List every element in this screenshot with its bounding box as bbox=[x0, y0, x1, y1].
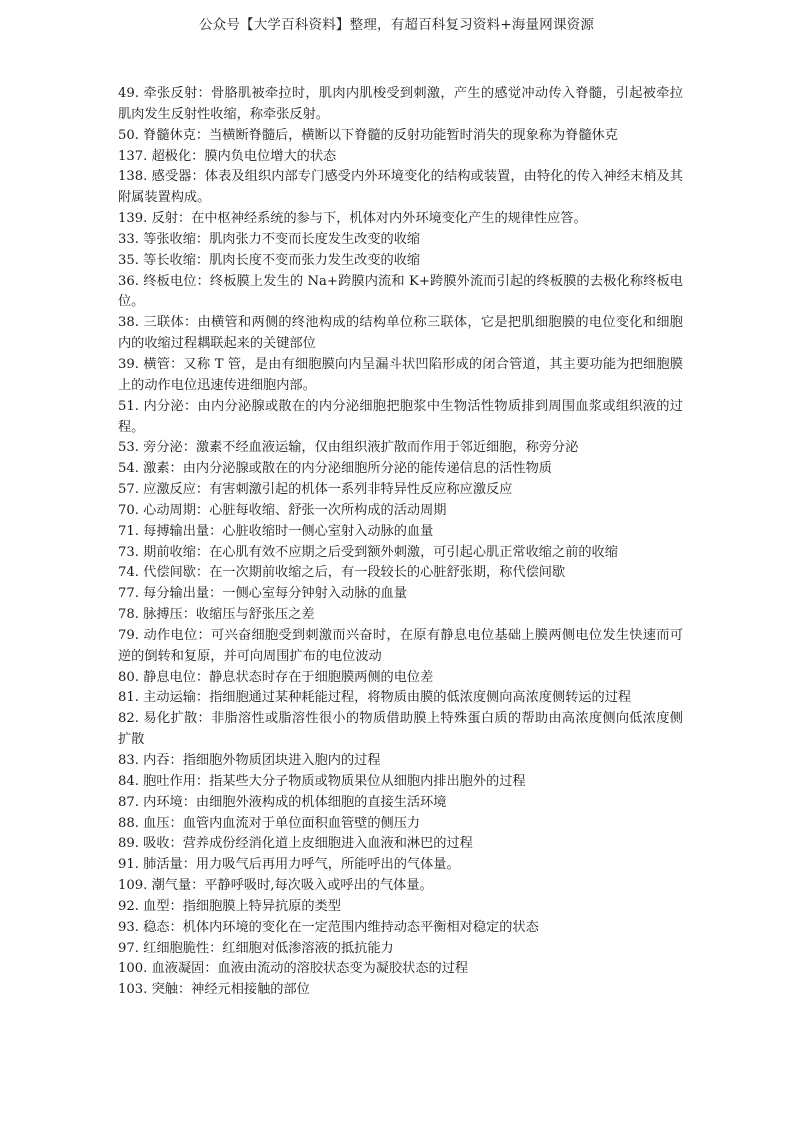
entry-text: 代偿间歇：在一次期前收缩之后，有一段较长的心脏舒张期，称代偿间歇 bbox=[138, 565, 566, 581]
definition-entry bbox=[118, 438, 683, 459]
definition-entry bbox=[118, 584, 683, 605]
entry-text: 内环境：由细胞外液构成的机体细胞的直接生活环境 bbox=[138, 794, 447, 810]
entry-text: 动作电位：可兴奋细胞受到刺激而兴奋时，在原有静息电位基础上膜两侧电位发生快速而可逆的倒转和复原，并可向周围扩布的电位波动 bbox=[118, 627, 683, 664]
entry-number: 97. bbox=[118, 940, 139, 956]
entry-number: 57. bbox=[118, 482, 139, 498]
entry-number: 77. bbox=[118, 586, 139, 602]
entry-number: 35. bbox=[118, 252, 139, 268]
entry-text: 横管：又称 T 管，是由有细胞膜向内呈漏斗状凹陷形成的闭合管道，其主要功能为把细胞膜上的动作电位迅速传进细胞内部。 bbox=[118, 356, 683, 393]
definition-entry bbox=[118, 918, 683, 939]
entry-text: 内吞：指细胞外物质团块进入胞内的过程 bbox=[138, 753, 381, 768]
entry-number: 88. bbox=[118, 815, 139, 831]
entry-number: 103. bbox=[118, 982, 148, 998]
definition-entry bbox=[118, 230, 683, 251]
entry-text: 主动运输：指细胞通过某种耗能过程，将物质由膜的低浓度侧向高浓度侧转运的过程 bbox=[138, 690, 632, 706]
definition-entry bbox=[118, 793, 683, 814]
definition-entry bbox=[118, 772, 683, 793]
definition-entry bbox=[118, 751, 683, 772]
definition-entry bbox=[118, 501, 683, 522]
definition-entry bbox=[118, 84, 683, 126]
entry-number: 71. bbox=[118, 523, 139, 539]
entry-number: 50. bbox=[118, 127, 139, 143]
entry-text: 反射：在中枢神经系统的参与下，机体对内外环境变化产生的规律性应答。 bbox=[147, 211, 587, 227]
entry-text: 静息电位：静息状态时存在于细胞膜两侧的电位差 bbox=[138, 669, 434, 685]
entry-text: 牵张反射：骨胳肌被牵拉时，肌肉内肌梭受到刺激，产生的感觉冲动传入脊髓，引起被牵拉肌肉发生反射性收缩，称牵张反射。 bbox=[118, 86, 683, 122]
entry-text: 内分泌：由内分泌腺或散在的内分泌细胞把胞浆中生物活性物质排到周围血浆或组织液的过程。 bbox=[118, 398, 683, 435]
definition-entry bbox=[118, 563, 683, 584]
definition-entry bbox=[118, 397, 683, 439]
entry-number: 91. bbox=[118, 857, 139, 873]
definition-entry bbox=[118, 605, 683, 626]
entry-text: 易化扩散：非脂溶性或脂溶性很小的物质借助膜上特殊蛋白质的帮助由高浓度侧向低浓度侧扩散 bbox=[118, 711, 683, 748]
definition-entry bbox=[118, 980, 683, 1001]
entry-number: 74. bbox=[118, 565, 139, 581]
entry-text: 激素：由内分泌腺或散在的内分泌细胞所分泌的能传递信息的活性物质 bbox=[138, 461, 552, 477]
entry-number: 81. bbox=[118, 690, 139, 706]
entry-text: 突触：神经元相接触的部位 bbox=[147, 982, 310, 998]
definition-entry bbox=[118, 251, 683, 272]
entry-text: 超极化：膜内负电位增大的状态 bbox=[147, 148, 337, 164]
entry-text: 每搏输出量：心脏收缩时一侧心室射入动脉的血量 bbox=[138, 523, 434, 539]
entry-number: 36. bbox=[118, 273, 139, 289]
entry-text: 肺活量：用力吸气后再用力呼气，所能呼出的气体量。 bbox=[138, 857, 460, 873]
entry-number: 82. bbox=[118, 711, 139, 727]
entry-text: 三联体：由横管和两侧的终池构成的结构单位称三联体，它是把肌细胞膜的电位变化和细胞内的收缩过程耦联起来的关键部位 bbox=[118, 315, 683, 352]
entry-number: 73. bbox=[118, 544, 139, 560]
entry-text: 期前收缩：在心肌有效不应期之后受到额外刺激，可引起心肌正常收缩之前的收缩 bbox=[138, 544, 618, 560]
entry-text: 感受器：体表及组织内部专门感受内外环境变化的结构或装置，由特化的传入神经末梢及其附属装置构成。 bbox=[118, 169, 683, 206]
entry-number: 51. bbox=[118, 398, 139, 414]
entry-number: 92. bbox=[118, 898, 139, 914]
entry-text: 血液凝固：血液由流动的溶胶状态变为凝胶状态的过程 bbox=[147, 961, 469, 977]
definition-entry bbox=[118, 209, 683, 230]
definition-entry bbox=[118, 855, 683, 876]
entry-text: 胞吐作用：指某些大分子物质或物质果位从细胞内排出胞外的过程 bbox=[138, 773, 526, 789]
entry-number: 79. bbox=[118, 627, 139, 643]
definition-entry bbox=[118, 876, 683, 897]
entry-text: 脉搏压：收缩压与舒张压之差 bbox=[138, 607, 315, 623]
definition-entry bbox=[118, 668, 683, 689]
entry-text: 血压：血管内血流对于单位面积血管壁的侧压力 bbox=[138, 815, 421, 831]
definition-entry bbox=[118, 480, 683, 501]
definition-entry bbox=[118, 709, 683, 751]
entry-text: 每分输出量：一侧心室每分钟射入动脉的血量 bbox=[138, 586, 407, 602]
page-header: 公众号【大学百科资料】整理，有超百科复习资料+海量网课资源 bbox=[198, 17, 595, 33]
entry-number: 100. bbox=[118, 961, 148, 977]
entry-number: 139. bbox=[118, 211, 148, 227]
entry-number: 78. bbox=[118, 607, 139, 623]
entry-number: 137. bbox=[118, 148, 148, 164]
entry-text: 稳态：机体内环境的变化在一定范围内维持动态平衡相对稳定的状态 bbox=[138, 919, 539, 935]
entry-number: 33. bbox=[118, 231, 139, 247]
entry-text: 应激反应：有害刺激引起的机体一系列非特异性反应称应激反应 bbox=[138, 482, 513, 498]
definition-entry bbox=[118, 814, 683, 835]
definition-entry bbox=[118, 126, 683, 147]
entry-text: 等张收缩：肌肉张力不变而长度发生改变的收缩 bbox=[138, 231, 421, 247]
entry-text: 旁分泌：激素不经血液运输，仅由组织液扩散而作用于邻近细胞，称旁分泌 bbox=[138, 440, 579, 456]
definition-entry bbox=[118, 626, 683, 668]
entry-text: 红细胞脆性：红细胞对低渗溶液的抵抗能力 bbox=[138, 940, 394, 956]
entry-number: 87. bbox=[118, 794, 139, 810]
definition-entry bbox=[118, 897, 683, 918]
entry-number: 83. bbox=[118, 753, 139, 768]
definition-entry bbox=[118, 543, 683, 564]
entry-number: 84. bbox=[118, 773, 139, 789]
definition-entry bbox=[118, 959, 683, 980]
entry-number: 80. bbox=[118, 669, 139, 685]
entry-number: 89. bbox=[118, 836, 139, 852]
entry-text: 潮气量：平静呼吸时,每次吸入或呼出的气体量。 bbox=[147, 878, 433, 894]
entry-number: 138. bbox=[118, 169, 148, 185]
entry-number: 53. bbox=[118, 440, 139, 456]
entry-number: 49. bbox=[118, 86, 139, 101]
entry-number: 39. bbox=[118, 356, 139, 372]
definition-entry bbox=[118, 459, 683, 480]
entry-number: 38. bbox=[118, 315, 139, 331]
document-body bbox=[118, 84, 683, 1001]
entry-text: 等长收缩：肌肉长度不变而张力发生改变的收缩 bbox=[138, 252, 421, 268]
entry-text: 血型：指细胞膜上特异抗原的类型 bbox=[138, 898, 341, 914]
definition-entry bbox=[118, 688, 683, 709]
definition-entry bbox=[118, 167, 683, 209]
definition-entry bbox=[118, 355, 683, 397]
entry-number: 93. bbox=[118, 919, 139, 935]
definition-entry bbox=[118, 522, 683, 543]
definition-entry bbox=[118, 939, 683, 960]
entry-text: 吸收：营养成份经消化道上皮细胞进入血液和淋巴的过程 bbox=[138, 836, 473, 852]
entry-number: 70. bbox=[118, 502, 139, 518]
entry-text: 终板电位：终板膜上发生的 Na+跨膜内流和 K+跨膜外流而引起的终板膜的去极化称终板电位。 bbox=[118, 273, 683, 310]
definition-entry bbox=[118, 272, 683, 314]
entry-text: 心动周期：心脏每收缩、舒张一次所构成的活动周期 bbox=[138, 502, 447, 518]
definition-entry bbox=[118, 313, 683, 355]
entry-number: 54. bbox=[118, 461, 139, 477]
definition-entry bbox=[118, 147, 683, 168]
entry-number: 109. bbox=[118, 878, 148, 894]
definition-entry bbox=[118, 834, 683, 855]
entry-text: 脊髓休克：当横断脊髓后，横断以下脊髓的反射功能暂时消失的现象称为脊髓休克 bbox=[138, 127, 618, 143]
